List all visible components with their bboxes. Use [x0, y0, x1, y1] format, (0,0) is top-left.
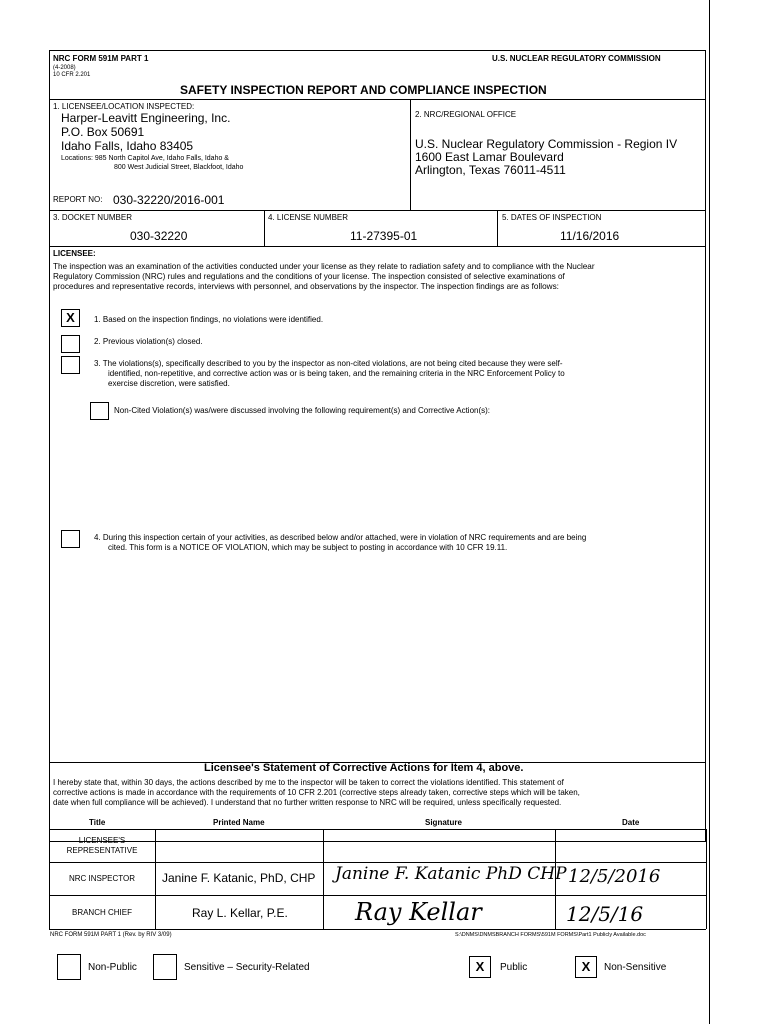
- divider: [49, 862, 706, 863]
- file-path: S:\DNMS\DNMSBRANCH FORMS\591M FORMS\Part1 Publicly Available.doc: [455, 932, 646, 938]
- divider: [49, 895, 706, 896]
- regional-line3: Arlington, Texas 76011-4511: [415, 163, 566, 177]
- statement-title: Licensee's Statement of Corrective Actions for Item 4, above.: [204, 762, 524, 774]
- item1-text: 1. Based on the inspection findings, no violations were identified.: [94, 315, 324, 324]
- form-id: NRC FORM 591M PART 1: [53, 54, 149, 63]
- regional-label: 2. NRC/REGIONAL OFFICE: [415, 110, 517, 119]
- sensitive-label: Sensitive – Security-Related: [184, 962, 310, 973]
- item2-checkbox[interactable]: [61, 335, 80, 353]
- divider: [323, 829, 324, 929]
- row-title-branch-chief: BRANCH CHIEF: [71, 908, 132, 917]
- docket-label: 3. DOCKET NUMBER: [53, 213, 132, 222]
- divider: [49, 829, 706, 830]
- col-signature: Signature: [425, 818, 462, 827]
- row-signature-inspector: Janine F. Katanic PhD CHP: [335, 864, 567, 884]
- form-date: (4-2008): [53, 65, 76, 71]
- license-number: 11-27395-01: [350, 229, 418, 243]
- divider: [49, 210, 706, 211]
- report-label: REPORT NO:: [53, 195, 103, 204]
- item3-text: exercise discretion, were satisfied.: [108, 379, 230, 388]
- inspection-date: 11/16/2016: [560, 229, 620, 243]
- form-revision: NRC FORM 591M PART 1 (Rev. by RIV 3/09): [50, 932, 172, 938]
- divider: [264, 210, 265, 246]
- scan-edge-line: [709, 0, 710, 1024]
- row-date-inspector: 12/5/2016: [568, 866, 661, 887]
- public-checkbox[interactable]: X: [469, 956, 491, 978]
- licensee-name: Harper-Leavitt Engineering, Inc.: [61, 111, 231, 125]
- item4-checkbox[interactable]: [61, 530, 80, 548]
- cfr-ref: 10 CFR 2.201: [53, 72, 91, 78]
- agency-name: U.S. NUCLEAR REGULATORY COMMISSION: [492, 54, 661, 63]
- col-title: Title: [89, 818, 106, 827]
- public-label: Public: [500, 962, 528, 973]
- nonsensitive-label: Non-Sensitive: [604, 962, 667, 973]
- regional-line1: U.S. Nuclear Regulatory Commission - Region IV: [415, 137, 678, 151]
- divider: [49, 99, 706, 100]
- item4-text: 4. During this inspection certain of your activities, as described below and/or attached, were in violation of NRC requirements and are being: [94, 533, 587, 542]
- row-signature-branch-chief: Ray Kellar: [355, 898, 482, 926]
- intro-line: Regulatory Commission (NRC) rules and regulations and the conditions of your license. The inspection consisted of selective examinations of: [53, 272, 565, 281]
- report-number: 030-32220/2016-001: [113, 193, 225, 207]
- docket-number: 030-32220: [130, 229, 188, 243]
- row-title-licensee-rep: LICENSEE'S REPRESENTATIVE: [66, 836, 138, 855]
- item3-text: identified, non-repetitive, and corrective action was or is being taken, and the remaining criteria in the NRC Enforcement Policy to: [108, 369, 565, 378]
- statement-text: date when full compliance will be achieved). I understand that no further written response to NRC will be required, unless specifically requested.: [53, 798, 562, 807]
- item3-checkbox[interactable]: [61, 356, 80, 374]
- item1-checkbox[interactable]: X: [61, 309, 80, 327]
- row-date-branch-chief: 12/5/16: [566, 902, 644, 926]
- divider: [155, 829, 156, 929]
- license-label: 4. LICENSE NUMBER: [268, 213, 349, 222]
- divider: [49, 246, 706, 247]
- divider: [49, 929, 706, 930]
- intro-line: procedures and representative records, interviews with personnel, and observations by the inspector. The inspection findings are as follows:: [53, 282, 559, 291]
- noncited-text: Non-Cited Violation(s) was/were discussed involving the following requirement(s) and Corrective Action(s):: [114, 406, 491, 415]
- divider: [49, 829, 50, 929]
- noncited-checkbox[interactable]: [90, 402, 109, 420]
- licensee-address1: P.O. Box 50691: [61, 125, 145, 139]
- statement-text: I hereby state that, within 30 days, the actions described by me to the inspector will be taken to correct the violations identified. This statement of: [53, 778, 564, 787]
- item3-text: 3. The violations(s), specifically described to you by the inspector as non-cited violations, are not being cited because they were self-: [94, 359, 563, 368]
- locations-line2: 800 West Judicial Street, Blackfoot, Idaho: [114, 164, 244, 171]
- item4-text: cited. This form is a NOTICE OF VIOLATION, which may be subject to posting in accordance with 10 CFR 19.11.: [108, 543, 508, 552]
- col-date: Date: [622, 818, 640, 827]
- locations-line1: Locations: 985 North Capitol Ave, Idaho Falls, Idaho &: [61, 155, 229, 162]
- divider: [706, 829, 707, 929]
- regional-line2: 1600 East Lamar Boulevard: [415, 150, 564, 164]
- licensee-heading: LICENSEE:: [53, 249, 96, 258]
- licensee-address2: Idaho Falls, Idaho 83405: [61, 139, 194, 153]
- divider: [497, 210, 498, 246]
- row-title-inspector: NRC INSPECTOR: [68, 874, 136, 883]
- page-title: SAFETY INSPECTION REPORT AND COMPLIANCE INSPECTION: [180, 83, 547, 97]
- nonpublic-label: Non-Public: [88, 962, 137, 973]
- row-name-inspector: Janine F. Katanic, PhD, CHP: [162, 871, 316, 885]
- licensee-label: 1. LICENSEE/LOCATION INSPECTED:: [53, 102, 195, 111]
- intro-line: The inspection was an examination of the activities conducted under your license as they relate to radiation safety and to compliance with the Nuclear: [53, 262, 595, 271]
- dates-label: 5. DATES OF INSPECTION: [502, 213, 602, 222]
- nonsensitive-checkbox[interactable]: X: [575, 956, 597, 978]
- divider: [410, 99, 411, 210]
- statement-text: corrective actions is made in accordance with the requirements of 10 CFR 2.201 (corrective steps already taken, corrective steps which will be taken,: [53, 788, 580, 797]
- nonpublic-checkbox[interactable]: [57, 954, 81, 980]
- col-printed-name: Printed Name: [213, 818, 265, 827]
- row-name-branch-chief: Ray L. Kellar, P.E.: [192, 906, 288, 920]
- item2-text: 2. Previous violation(s) closed.: [94, 337, 203, 346]
- sensitive-checkbox[interactable]: [153, 954, 177, 980]
